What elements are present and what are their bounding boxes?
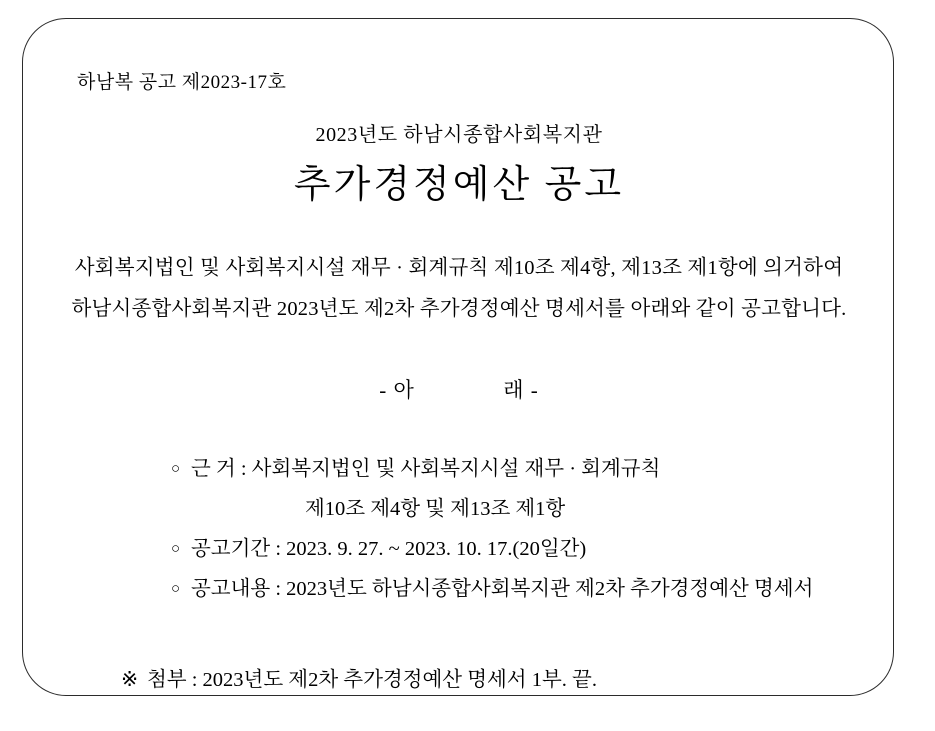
list-item-continuation: [171, 490, 855, 530]
document-number: 하남복 공고 제2023-17호: [77, 72, 287, 93]
body-line-2: 하남시종합사회복지관 2023년도 제2차 추가경정예산 명세서를 아래와 같이 공고합니다.: [71, 298, 847, 320]
circle-bullet-icon: ○: [171, 540, 181, 557]
notice-border-frame: [22, 18, 894, 696]
arae-left-text: - 아: [379, 378, 415, 402]
arae-divider: [63, 374, 855, 404]
circle-bullet-icon: ○: [171, 580, 181, 597]
list-item-label: 공고내용 : 2023년도 하남시종합사회복지관 제2차 추가경정예산 명세서: [191, 577, 814, 600]
page-title: 추가경정예산 공고: [293, 164, 625, 206]
list-item: [171, 450, 855, 490]
title-subtitle: 2023년도 하남시종합사회복지관: [315, 124, 603, 146]
list-item-continuation-text: 제10조 제4항 및 제13조 제1항: [305, 497, 566, 520]
attachment-note: [63, 662, 855, 692]
item-list: [63, 450, 855, 610]
attachment-text: 첨부 : 2023년도 제2차 추가경정예산 명세서 1부. 끝.: [147, 668, 597, 691]
notice-content: [23, 19, 895, 697]
list-item-label: 공고기간 : 2023. 9. 27. ~ 2023. 10. 17.(20일간): [191, 537, 587, 560]
list-item: [171, 530, 855, 570]
list-item: [171, 570, 855, 610]
title-block: [63, 118, 855, 208]
body-line-1: 사회복지법인 및 사회복지시설 재무 · 회계규칙 제10조 제4항, 제13조 제1항에 의거하여: [74, 257, 844, 279]
circle-bullet-icon: ○: [171, 461, 181, 477]
arae-right-text: 래 -: [503, 378, 539, 402]
list-item-label: 근 거 : 사회복지법인 및 사회복지시설 재무 · 회계규칙: [191, 458, 661, 480]
body-paragraph: [63, 248, 855, 330]
reference-mark-icon: ※: [121, 668, 139, 691]
